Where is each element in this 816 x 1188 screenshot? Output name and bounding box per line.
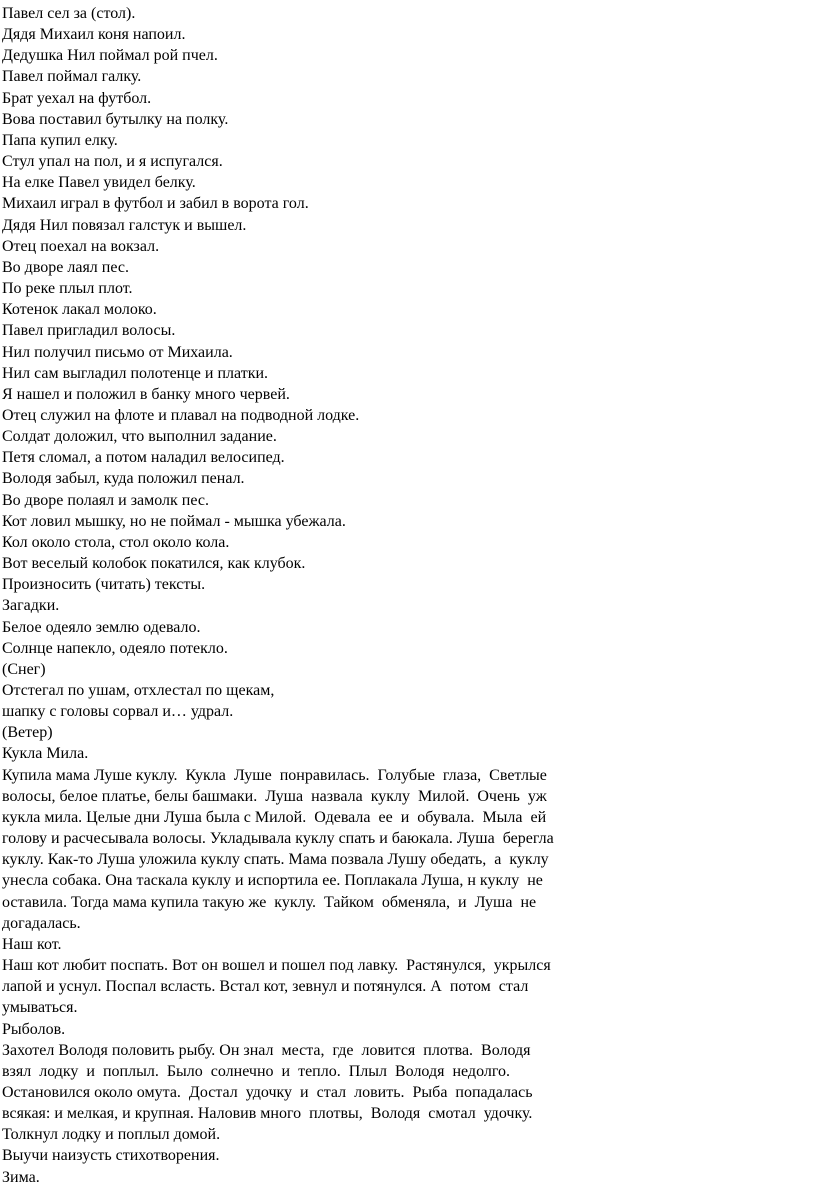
text-line: Наш кот любит поспать. Вот он вошел и пошел под лавку. Растянулся, укрылся (2, 957, 551, 975)
text-line: кукла мила. Целые дни Луша была с Милой. Одевала ее и обувала. Мыла ей (2, 808, 547, 826)
text-line: лапой и уснул. Поспал всласть. Встал кот, зевнул и потянулся. А потом стал (2, 978, 529, 996)
text-line: унесла собака. Она таскала куклу и испортила ее. Поплакала Луша, н куклу не (2, 872, 543, 890)
text-line: Нил получил письмо от Михаила. (2, 343, 233, 361)
text-line: шапку с головы сорвал и… удрал. (2, 703, 234, 721)
text-line: Дядя Михаил коня напоил. (2, 26, 186, 44)
text-line: Отец служил на флоте и плавал на подводной лодке. (2, 406, 360, 424)
text-line: Я нашел и положил в банку много червей. (2, 385, 290, 403)
text-line: голову и расчесывала волосы. Укладывала куклу спать и баюкала. Луша берегла (2, 830, 554, 848)
text-line: Зима. (2, 1168, 40, 1186)
text-line: Остановился около омута. Достал удочку и стал ловить. Рыба попадалась (2, 1083, 533, 1101)
text-line: По реке плыл плот. (2, 280, 133, 298)
text-line: (Ветер) (2, 724, 53, 742)
text-line: Володя забыл, куда положил пенал. (2, 470, 245, 488)
text-line: Выучи наизусть стихотворения. (2, 1147, 220, 1165)
text-line: Кукла Мила. (2, 745, 89, 763)
text-line: оставила. Тогда мама купила такую же куклу. Тайком обменяла, и Луша не (2, 893, 537, 911)
text-line: На елке Павел увидел белку. (2, 174, 196, 192)
text-line: Захотел Володя половить рыбу. Он знал места, где ловится плотва. Володя (2, 1041, 531, 1059)
text-line: (Снег) (2, 660, 46, 678)
text-line: Рыболов. (2, 1020, 66, 1038)
text-line: Произносить (читать) тексты. (2, 576, 206, 594)
text-line: Купила мама Луше куклу. Кукла Луше понравилась. Голубые глаза, Светлые (2, 766, 547, 784)
text-line: Толкнул лодку и поплыл домой. (2, 1126, 221, 1144)
text-line: волосы, белое платье, белы башмаки. Луша назвала куклу Милой. Очень уж (2, 787, 547, 805)
text-line: Павел пригладил волосы. (2, 322, 176, 340)
text-line: Отстегал по ушам, отхлестал по щекам, (2, 682, 275, 699)
text-line: умываться. (2, 999, 78, 1017)
text-line: всякая: и мелкая, и крупная. Наловив много плотвы, Володя смотал удочку. (2, 1105, 533, 1123)
text-line: Кот ловил мышку, но не поймал - мышка убежала. (2, 512, 346, 530)
text-line: Петя сломал, а потом наладил велосипед. (2, 449, 285, 467)
text-line: Михаил играл в футбол и забил в ворота гол. (2, 195, 309, 213)
text-line: Отец поехал на вокзал. (2, 237, 160, 255)
text-line: Павел поймал галку. (2, 68, 142, 86)
text-line: Папа купил елку. (2, 131, 118, 149)
text-line: Котенок лакал молоко. (2, 301, 157, 319)
text-line: Загадки. (2, 597, 60, 615)
text-line: Вот веселый колобок покатился, как клубок. (2, 555, 306, 573)
text-line: догадалась. (2, 914, 81, 932)
text-line: Вова поставил бутылку на полку. (2, 110, 229, 128)
text-line: Дядя Нил повязал галстук и вышел. (2, 216, 247, 234)
text-line: куклу. Как-то Луша уложила куклу спать. Мама позвала Лушу обедать, а куклу (2, 851, 549, 869)
text-line: Солдат доложил, что выполнил задание. (2, 428, 277, 446)
text-line: Солнце напекло, одеяло потекло. (2, 639, 228, 657)
text-line: Кол около стола, стол около кола. (2, 533, 230, 551)
text-line: Стул упал на пол, и я испугался. (2, 153, 223, 171)
text-line: Во дворе лаял пес. (2, 258, 129, 276)
text-line: Во дворе полаял и замолк пес. (2, 491, 209, 509)
text-line: Брат уехал на футбол. (2, 89, 152, 107)
text-line: взял лодку и поплыл. Было солнечно и тепло. Плыл Володя недолго. (2, 1062, 510, 1080)
text-line: Нил сам выгладил полотенце и платки. (2, 364, 269, 382)
text-line: Павел сел за (стол). (2, 5, 136, 22)
text-line: Наш кот. (2, 935, 62, 953)
text-line: Белое одеяло землю одевало. (2, 618, 201, 636)
text-line: Дедушка Нил поймал рой пчел. (2, 47, 218, 65)
